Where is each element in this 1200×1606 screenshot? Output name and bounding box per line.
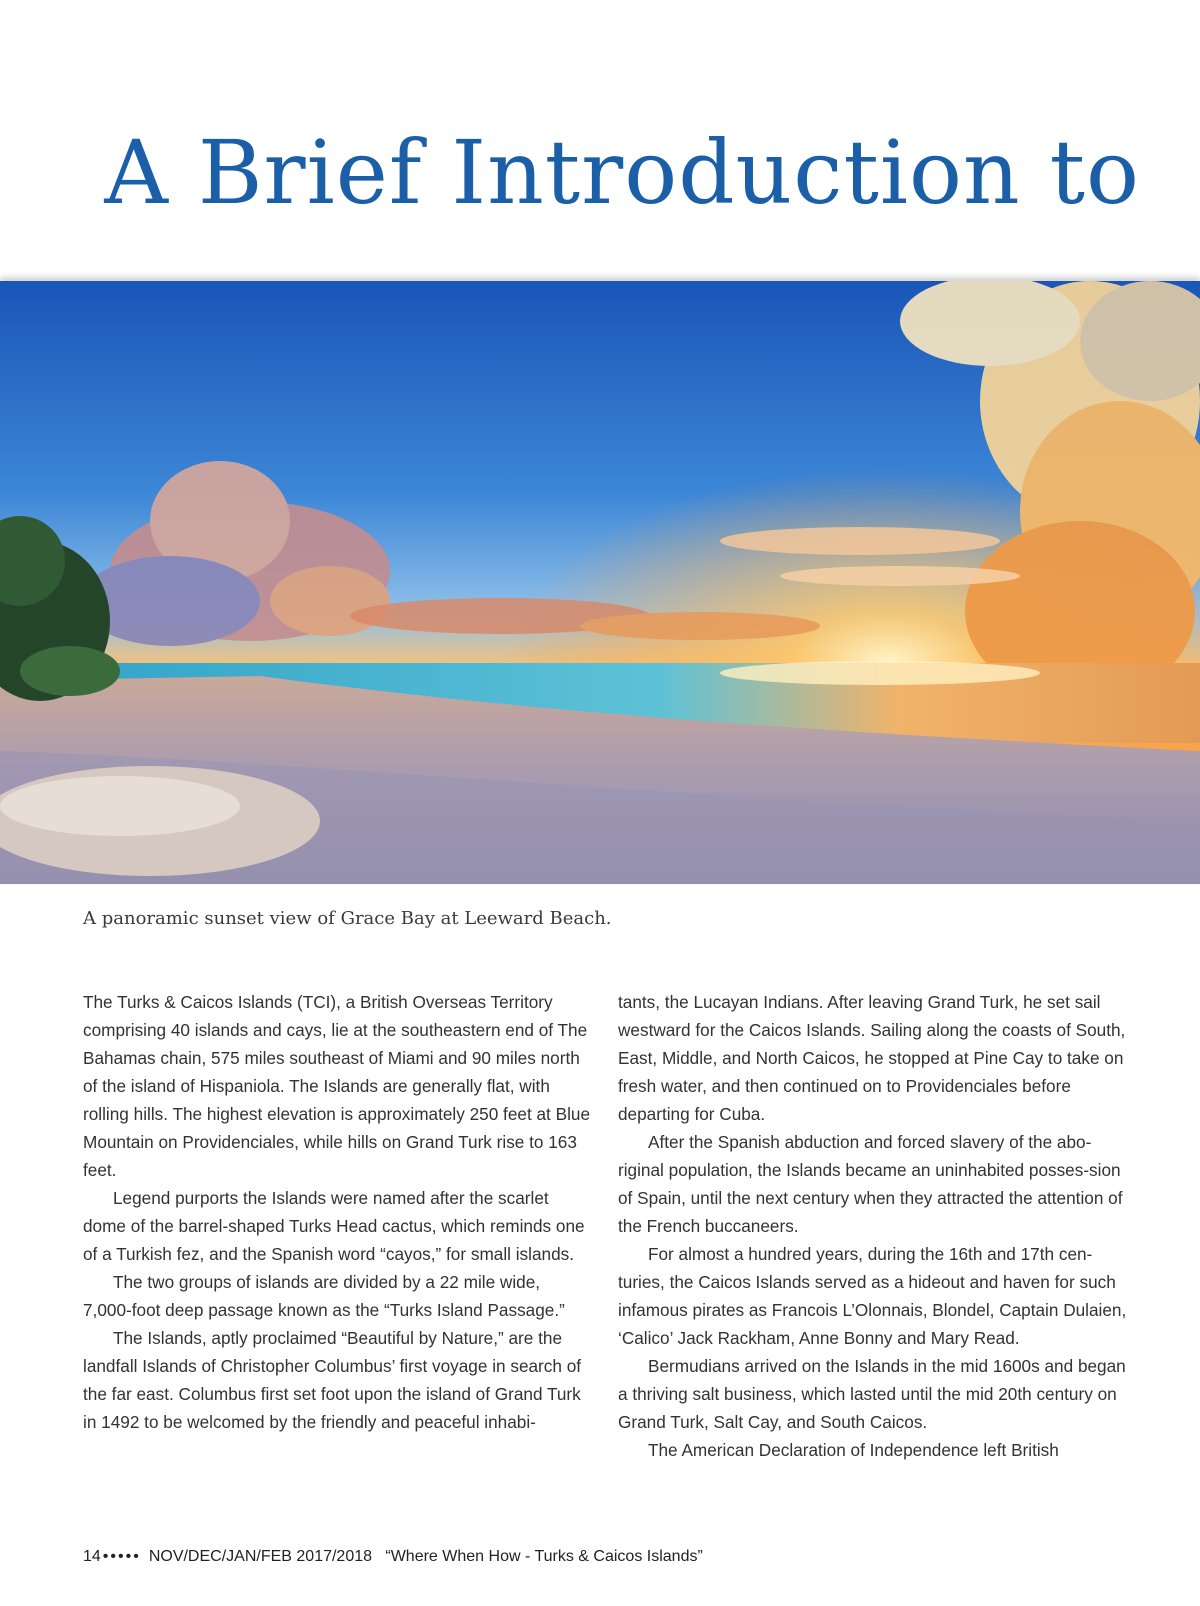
page-number: 14 <box>83 1548 101 1565</box>
publication-name: “Where When How - Turks & Caicos Islands” <box>385 1548 703 1565</box>
footer-dots: ••••• <box>102 1548 141 1565</box>
article-title: A Brief Introduction to <box>104 121 1140 224</box>
paragraph: Legend purports the Islands were named after the scarlet dome of the barrel-shaped Turks Head cactus, which reminds one of a Turkish fez, and the Spanish word “cayos,” for small islands. <box>83 1188 585 1264</box>
paragraph: tants, the Lucayan Indians. After leaving Grand Turk, he set sail westward for the Caicos Islands. Sailing along the coasts of South, East, Middle, and North Caicos, he stopped at Pine Cay to take on fresh water, and then continued on to Providenciales before departing for Cuba. <box>618 992 1126 1124</box>
article-column-left <box>83 988 593 1436</box>
paragraph: The two groups of islands are divided by a 22 mile wide, 7,000-foot deep passage known as the “Turks Island Passage.” <box>83 1272 565 1320</box>
paragraph: The Turks & Caicos Islands (TCI), a British Overseas Territory comprising 40 islands and cays, lie at the southeastern end of The Bahamas chain, 575 miles southeast of Miami and 90 miles north of the island of Hispaniola. The Islands are generally flat, with rolling hills. The highest elevation is approximately 250 feet at Blue Mountain on Providenciales, while hills on Grand Turk rise to 163 feet. <box>83 992 591 1180</box>
issue-date: NOV/DEC/JAN/FEB 2017/2018 <box>148 1548 373 1565</box>
paragraph: After the Spanish abduction and forced slavery of the abo-riginal population, the Islands became an uninhabited posses-sion of Spain, until the next century when they attracted the attention of the French buccaneers. <box>618 1132 1123 1236</box>
paragraph: The American Declaration of Independence left British <box>648 1440 1059 1460</box>
photo-caption: A panoramic sunset view of Grace Bay at Leeward Beach. <box>83 908 612 929</box>
article-column-right <box>618 988 1128 1464</box>
sunset-beach-photo <box>0 281 1200 884</box>
paragraph: Bermudians arrived on the Islands in the mid 1600s and began a thriving salt business, which lasted until the mid 20th century on Grand Turk, Salt Cay, and South Caicos. <box>618 1356 1126 1432</box>
page-footer <box>83 1548 703 1566</box>
paragraph: For almost a hundred years, during the 16th and 17th cen-turies, the Caicos Islands served as a hideout and haven for such infamous pirates as Francois L’Olonnais, Blondel, Captain Dulaien, ‘Calico’ Jack Rackham, Anne Bonny and Mary Read. <box>618 1244 1127 1348</box>
paragraph: The Islands, aptly proclaimed “Beautiful by Nature,” are the landfall Islands of Christopher Columbus’ first voyage in search of the far east. Columbus first set foot upon the island of Grand Turk in 1492 to be welcomed by the friendly and peaceful inhabi- <box>83 1328 582 1432</box>
